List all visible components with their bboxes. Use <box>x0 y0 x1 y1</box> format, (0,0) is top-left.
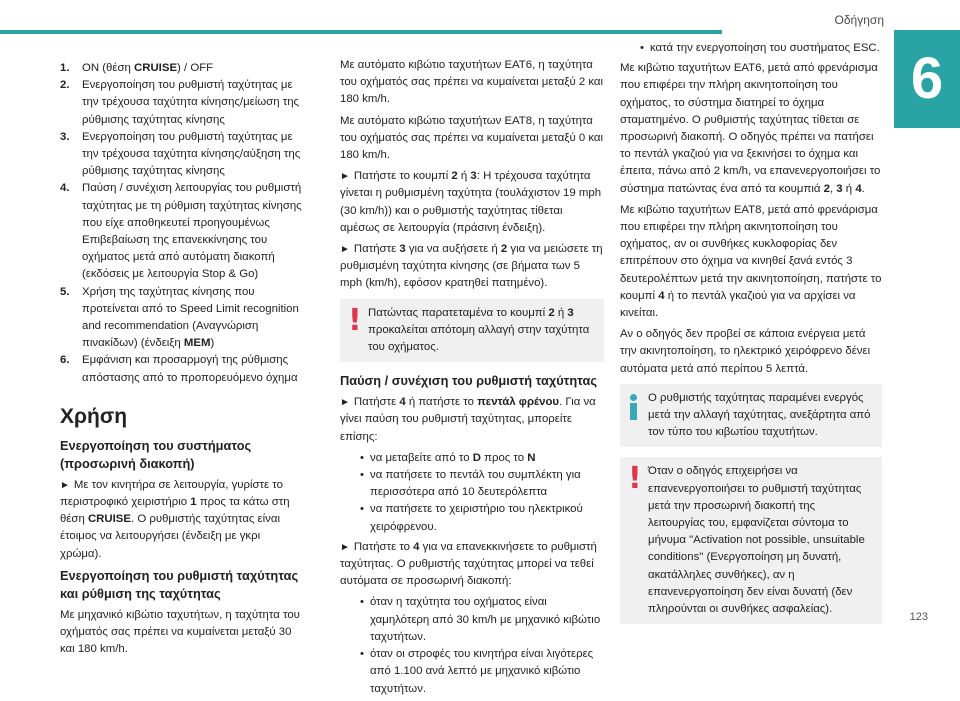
control-list <box>60 60 304 387</box>
arrow-right-icon: ► <box>340 397 350 409</box>
section-heading-use: Χρήση <box>60 404 128 428</box>
warning-note: ! Πατώντας παρατεταμένα το κουμπί 2 ή 3 προκαλείται απότομη αλλαγή στην ταχύτητα του οχήματος. <box>340 299 604 363</box>
press-paragraph: ► Πατήστε το κουμπί 2 ή 3: Η τρέχουσα ταχύτητα γίνεται η ρυθμισμένη ταχύτητα (τουλάχιστον 19 mph (30 km/h)) και ο ρυθμιστής ταχύτητας τίθεται αμέσως σε λειτουργία (πράσινη ένδειξη). <box>340 170 602 234</box>
list-item: 4. Παύση / συνέχιση λειτουργίας του ρυθμιστή ταχύτητας με τη ρύθμιση ταχύτητας κίνησης που είχε αποθηκευτεί προηγουμένως Επιβεβαίωση της επανεκκίνησης του οχήματος μετά από αυτόματη διακοπή (εκδόσεις με λειτουργία Stop & Go) <box>60 182 302 281</box>
parking-brake-paragraph: Αν ο οδηγός δεν προβεί σε κάποια ενέργεια μετά την ακινητοποίηση, το ηλεκτρικό χειρόφρενο δένει αυτόματα μετά από περίπου 5 λεπτά. <box>620 328 871 375</box>
activation-paragraph: ► Με τον κινητήρα σε λειτουργία, γυρίστε το περιστροφικό χειριστήριο 1 προς τα κάτω στη θέση CRUISE. Ο ρυθμιστής ταχύτητας είναι έτοιμος να λειτουργήσει (ένδειξη με γκρι χρώμα). <box>60 478 290 560</box>
column-middle <box>340 57 604 701</box>
list-item: • όταν η ταχύτητα του οχήματος είναι χαμηλότερη από 30 km/h με μηχανικό κιβώτιο ταχυτήτων. <box>360 594 604 646</box>
arrow-right-icon: ► <box>340 541 350 553</box>
list-item: 2. Ενεργοποίηση του ρυθμιστή ταχύτητας με την τρέχουσα ταχύτητα κίνησης/μείωση της ρύθμισης ταχύτητας κίνησης <box>60 79 300 126</box>
list-item: 6. Εμφάνιση και προσαρμογή της ρύθμισης απόστασης από το προπορευόμενο όχημα <box>60 354 298 384</box>
list-item: • να πατήσετε το χειριστήριο του ηλεκτρικού χειρόφρενου. <box>360 501 604 535</box>
list-item: • κατά την ενεργοποίηση του συστήματος ESC. <box>640 40 882 57</box>
list-item: 3. Ενεργοποίηση του ρυθμιστή ταχύτητας με την τρέχουσα ταχύτητα κίνησης/αύξηση της ρύθμισης ταχύτητας κίνησης <box>60 130 301 178</box>
warning-icon: ! <box>628 461 642 497</box>
set-speed-paragraph: Με μηχανικό κιβώτιο ταχυτήτων, η ταχύτητα του οχήματός σας πρέπει να κυμαίνεται μεταξύ 30 και 180 km/h. <box>60 608 300 656</box>
eat6-paragraph: Με αυτόματο κιβώτιο ταχυτήτων EAT6, η ταχύτητα του οχήματός σας πρέπει να κυμαίνεται μεταξύ 2 και 180 km/h. <box>340 59 604 106</box>
list-item: 5. Χρήση της ταχύτητας κίνησης που προτείνεται από το Speed Limit recognition and recommendation (Αναγνώριση πινακίδων) (ένδειξη MEM) <box>60 285 299 350</box>
eat8-stop-paragraph: Με κιβώτιο ταχυτήτων EAT8, μετά από φρενάρισμα που επιφέρει την πλήρη ακινητοποίηση του οχήματος, αν οι συνθήκες κυκλοφορίας δεν επιτρέπουν στο όχημα να κινηθεί ξανά εντός 3 δευτερολέπτων μετά την ακινητοποίηση, πατήστε το κουμπί 4 ή το πεντάλ γκαζιού για να αρχίσει να κινείται. <box>620 203 882 320</box>
eat6-stop-paragraph: Με κιβώτιο ταχυτήτων EAT6, μετά από φρενάρισμα που επιφέρει την πλήρη ακινητοποίηση του οχήματος, το σύστημα διατηρεί το όχημα σταματημένο. Ο ρυθμιστής ταχύτητας τίθεται σε προσωρινή διακοπή. Ο οδηγός πρέπει να πατήσει το πεντάλ γκαζιού για να ξεκινήσει το όχημα και έπειτα, πάνω από 2 km/h, να επανενεργοποιήσει το σύστημα πατώντας ένα από τα κουμπιά 2, 3 ή 4. <box>620 62 881 195</box>
list-item: 1. ON (θέση CRUISE) / OFF <box>60 62 214 74</box>
pause-paragraph: ► Πατήστε 4 ή πατήστε το πεντάλ φρένου. Για να γίνει παύση του ρυθμιστή ταχύτητας, μπορείτε επίσης: <box>340 396 596 443</box>
page-number: 123 <box>909 610 928 623</box>
column-right <box>620 40 882 634</box>
esc-bullet <box>620 40 882 57</box>
column-left <box>60 60 304 662</box>
list-item: • να μεταβείτε από το D προς το N <box>360 450 604 467</box>
eat8-paragraph: Με αυτόματο κιβώτιο ταχυτήτων EAT8, η ταχύτητα του οχήματός σας πρέπει να κυμαίνεται μεταξύ 0 και 180 km/h. <box>340 114 604 162</box>
resume-bullets <box>340 594 604 697</box>
arrow-right-icon: ► <box>60 479 70 491</box>
arrow-right-icon: ► <box>340 171 350 183</box>
pause-bullets <box>340 450 604 536</box>
list-item: • να πατήσετε το πεντάλ του συμπλέκτη για περισσότερα από 10 δευτερόλεπτα <box>360 467 604 501</box>
subheading-activation: Ενεργοποίηση του συστήματος (προσωρινή διακοπή) <box>60 437 252 471</box>
info-note: Ο ρυθμιστής ταχύτητας παραμένει ενεργός μετά την αλλαγή ταχύτητας, ανεξάρτητα από τον τύπο του κιβωτίου ταχυτήτων. <box>620 384 882 448</box>
arrow-right-icon: ► <box>340 244 350 256</box>
subheading-set-speed: Ενεργοποίηση του ρυθμιστή ταχύτητας και ρύθμιση της ταχύτητας <box>60 567 299 601</box>
list-item: • όταν οι στροφές του κινητήρα είναι λιγότερες από 1.100 ανά λεπτό με μηχανικό κιβώτιο ταχυτήτων. <box>360 646 604 698</box>
adjust-paragraph: ► Πατήστε 3 για να αυξήσετε ή 2 για να μειώσετε τη ρυθμισμένη ταχύτητα κίνησης (σε βήματα των 5 mph (km/h), εφόσον κρατηθεί πατημένο). <box>340 243 603 290</box>
warning-icon: ! <box>348 302 362 338</box>
warning-note: ! Όταν ο οδηγός επιχειρήσει να επανενεργοποιήσει το ρυθμιστή ταχύτητας μετά την προσωρινή διακοπή της λειτουργίας του, εμφανίζεται σύντομα το μήνυμα "Activation not possible, unsuitable conditions" (Ενεργοποίηση μη δυνατή, ακατάλληλες συνθήκες), αν η επανενεργοποίηση δεν είναι δυνατή (δεν πληρούνται οι συνθήκες ασφαλείας). <box>620 457 882 624</box>
subheading-pause: Παύση / συνέχιση του ρυθμιστή ταχύτητας <box>340 373 598 389</box>
header-accent-bar <box>0 30 722 34</box>
info-icon <box>630 394 637 420</box>
page-header-title: Οδήγηση <box>834 13 884 27</box>
chapter-tab: 6 <box>894 30 960 128</box>
resume-paragraph: ► Πατήστε το 4 για να επανεκκινήσετε το ρυθμιστή ταχύτητας. Ο ρυθμιστής ταχύτητας μπορεί να τεθεί αυτόματα σε προσωρινή διακοπή: <box>340 540 597 588</box>
